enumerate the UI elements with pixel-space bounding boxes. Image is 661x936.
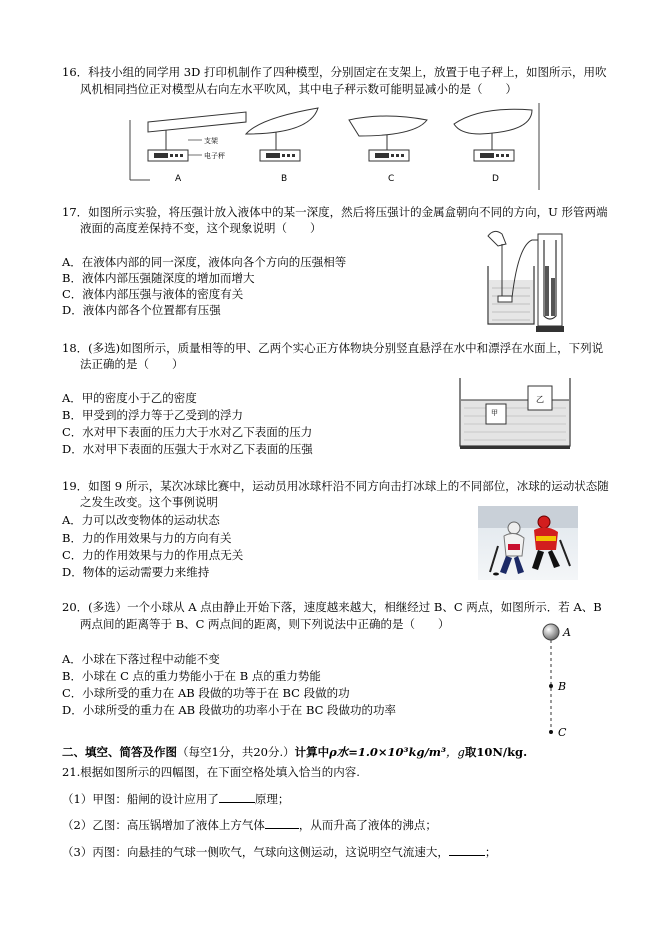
q20-option-b: B．小球在 C 点的重力势能小于在 B 点的重力势能 bbox=[62, 669, 321, 683]
q20-option-d: D．小球所受的重力在 AB 段做功的功率小于在 BC 段做功的功率 bbox=[62, 703, 397, 717]
q18-floating-blocks-figure bbox=[456, 374, 576, 454]
fig-label-d: D bbox=[492, 174, 499, 184]
q18-option-c: C．水对甲下表面的压力大于水对乙下表面的压力 bbox=[62, 425, 313, 439]
point-a-label: A bbox=[563, 626, 571, 639]
q20-falling-ball-figure bbox=[536, 622, 576, 742]
q19-option-d: D．物体的运动需要力来维持 bbox=[62, 565, 210, 579]
q20-option-c: C．小球所受的重力在 AB 段做的功等于在 BC 段做的功 bbox=[62, 686, 350, 700]
q21-item-2-pre: （2）乙图：高压锅增加了液体上方气体 bbox=[62, 818, 265, 832]
q16-model-d bbox=[450, 104, 540, 184]
q18-stem-line2: 法正确的是（ ） bbox=[80, 357, 184, 371]
label-support: 支架 bbox=[204, 137, 218, 145]
q21-item-3 bbox=[62, 843, 496, 860]
q18-stem-line1: 18．(多选)如图所示，质量相等的甲、乙两个实心正方体物块分别竖直悬浮在水中和漂浮在水面上，下列说 bbox=[62, 341, 604, 355]
section-2-score: （每空1分，共20分.） bbox=[177, 745, 295, 759]
section-2-g-value: 取10N/kg. bbox=[464, 745, 528, 759]
q17-option-b: B．液体内部压强随深度的增加而增大 bbox=[62, 271, 255, 285]
section-2-rho: ρ水=1.0×10³kg/m³ bbox=[329, 745, 446, 759]
q21-item-1-pre: （1）甲图：船闸的设计应用了 bbox=[62, 792, 219, 806]
q19-stem-line2: 之发生改变。这个事例说明 bbox=[80, 495, 218, 509]
block-yi-label: 乙 bbox=[536, 395, 544, 404]
q21-item-1-blank[interactable] bbox=[219, 790, 255, 803]
hockey-photo bbox=[478, 506, 578, 580]
q18-option-d: D．水对甲下表面的压强大于水对乙下表面的压强 bbox=[62, 442, 313, 456]
q21-item-3-pre: （3）丙图：向悬挂的气球一侧吹气，气球向这侧运动，这说明空气流速大， bbox=[62, 845, 449, 859]
q21-item-2-post: ，从而升高了液体的沸点； bbox=[298, 818, 437, 832]
q16-stem-line1: 16．科技小组的同学用 3D 打印机制作了四种模型，分别固定在支架上，放置于电子秤上，如图所示，用吹 bbox=[62, 65, 607, 79]
q19-option-a: A．力可以改变物体的运动状态 bbox=[62, 513, 220, 527]
q20-stem-line2: 两点间的距离等于 B、C 两点间的距离，则下列说法中正确的是（ ） bbox=[80, 617, 450, 631]
section-2-g-prefix: ，g bbox=[446, 745, 465, 759]
q19-option-c: C．力的作用效果与力的作用点无关 bbox=[62, 548, 244, 562]
q17-pressure-gauge-figure bbox=[478, 226, 578, 336]
q17-option-d: D．液体内部各个位置都有压强 bbox=[62, 303, 221, 317]
hockey-players-illustration bbox=[478, 506, 578, 580]
q21-item-2 bbox=[62, 816, 437, 833]
q21-item-3-post: ； bbox=[484, 845, 497, 859]
q20-stem-line1: 20．(多选）一个小球从 A 点由静止开始下落，速度越来越大，相继经过 B、C 两点，如图所示．若 A、B bbox=[62, 600, 602, 614]
block-jia-label: 甲 bbox=[491, 409, 498, 417]
fig-label-c: C bbox=[388, 174, 395, 184]
q16-model-b bbox=[240, 104, 330, 184]
fig-label-a: A bbox=[175, 174, 182, 184]
fig-label-b: B bbox=[281, 174, 288, 184]
q20-option-a: A．小球在下落过程中动能不变 bbox=[62, 652, 220, 666]
q16-figure-frame bbox=[0, 0, 661, 200]
section-2-calc-prefix: 计算中 bbox=[294, 745, 330, 759]
q18-option-b: B．甲受到的浮力等于乙受到的浮力 bbox=[62, 408, 243, 422]
q19-stem-line1: 19．如图 9 所示，某次冰球比赛中，运动员用冰球杆沿不同方向击打冰球上的不同部位，冰球的运动状态随 bbox=[62, 479, 609, 493]
q19-option-b: B．力的作用效果与力的方向有关 bbox=[62, 531, 232, 545]
point-c-label: C bbox=[558, 726, 567, 739]
q17-option-a: A．在液体内部的同一深度，液体向各个方向的压强相等 bbox=[62, 255, 347, 269]
q21-stem: 21.根据如图所示的四幅图，在下面空格处填入恰当的内容. bbox=[62, 765, 360, 779]
q16-stem-line2: 风机相同挡位正对模型从右向左水平吹风，其中电子秤示数可能明显减小的是（ ） bbox=[80, 82, 517, 96]
q21-item-1-post: 原理； bbox=[254, 792, 290, 806]
q21-item-1 bbox=[62, 790, 289, 807]
section-2-title: 二、填空、简答及作图 bbox=[62, 745, 177, 759]
q17-option-c: C．液体内部压强与液体的密度有关 bbox=[62, 287, 244, 301]
q21-item-3-blank[interactable] bbox=[449, 843, 485, 856]
q17-stem-line1: 17．如图所示实验，将压强计放入液体中的某一深度，然后将压强计的金属盒朝向不同的方向，U 形管两端 bbox=[62, 205, 608, 219]
q18-option-a: A．甲的密度小于乙的密度 bbox=[62, 391, 197, 405]
label-scale: 电子秤 bbox=[204, 152, 225, 160]
q21-item-2-blank[interactable] bbox=[265, 816, 299, 829]
q17-stem-line2: 液面的高度差保持不变，这个现象说明（ ） bbox=[80, 221, 322, 235]
section-2-header bbox=[62, 744, 527, 760]
point-b-label: B bbox=[558, 680, 567, 693]
